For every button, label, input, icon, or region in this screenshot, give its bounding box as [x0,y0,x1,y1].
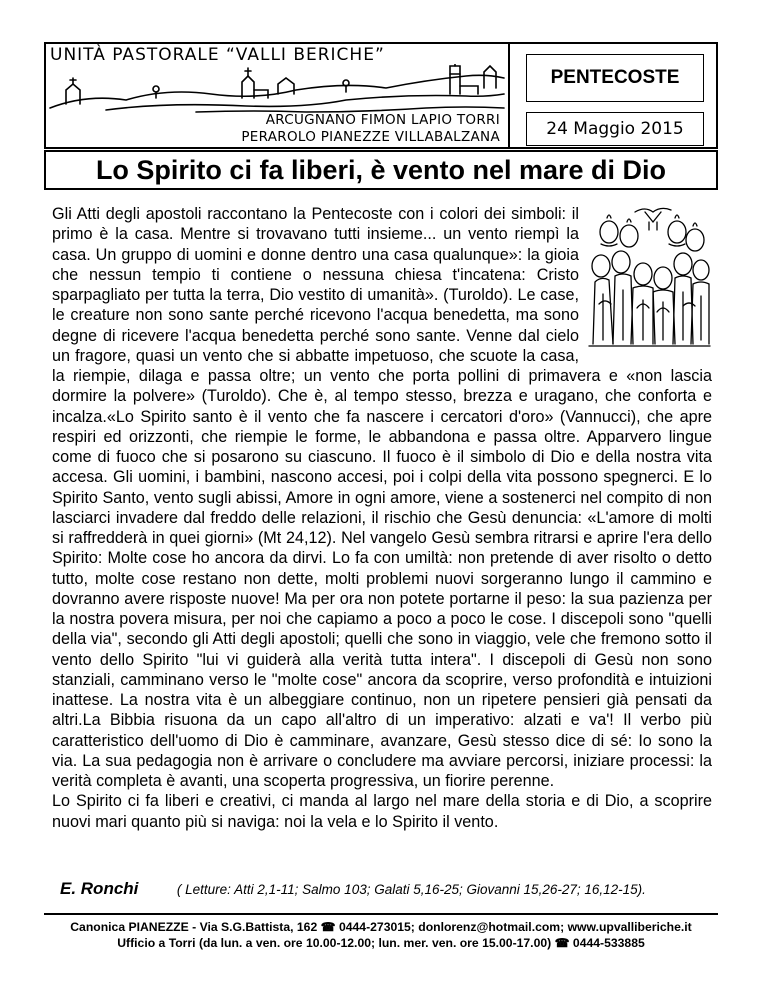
footer-address: Canonica PIANEZZE - Via S.G.Battista, 162 [70,920,321,934]
telephone-icon: ☎ [320,920,336,934]
article-signoff [60,879,720,899]
article-paragraph: Gli Atti degli apostoli raccontano la Pentecoste con i colori dei simboli: il primo è la casa. Mentre si trovavano tutti insieme... un vento riempì la casa. Un gruppo di uomini e donne dentro una casa qualunque»: la gioia che nessun tempio ti contiene o nessuna chiesa t'incatena: Cristo sparpagliato per tutta la terra, Dio vestito di umanità». (Turoldo). Le case, le creature non sono sante perché ricevono l'acqua benedetta, ma sono degne di ricevere l'acqua benedetta perché sono sante. Venne dal cielo un fragore, quasi un vento che si abbatte impetuoso, che scuote la casa, la riempie, dilaga e passa oltre; un vento che porta pollini di primavera e «non lascia dormire la polvere» (Turoldo). Che è, al tempo stesso, brezza e uragano, che conforta e incalza.«Lo Spirito santo è il vento che fa nascere i cercatori d'oro» (Vannucci), che apre respiri ed orizzonti, che riempie le forme, le abbandona e passa oltre. Apparvero lingue come di fuoco che si posarono su ciascuno. Il fuoco è il simbolo di Dio e della nostra vita accesa. Gli uomini, i bambini, nascono accesi, poi i colpi della vita possono spegnerci. E lo Spirito Santo, vento sugli abissi, Amore in ogni amore, viene a sostenerci nel compito di non lasciarci invadere dal freddo delle relazioni, il rischio che Gesù denuncia: «L'amore di molti si raffredderà in quei giorni» (Mt 24,12). Nel vangelo Gesù sembra ritrarsi e aprire l'era dello Spirito: Molte cose ho ancora da dirvi. Lo fa con umiltà: non pretende di aver risolto o detto tutto, molte cose restano non dette, molti problemi nuovi sorgeranno lungo il cammino e dovranno avere risposte nuove! Ma per ora non potete portarne il peso: la sua pazienza per la nostra povera misura, per noi che capiamo a poco a poco le cose. I discepoli sono "quelli della via", secondo gli Atti degli apostoli; quelli che sono in viaggio, vele che fremono sotto il vento dello Spirito "lui vi guiderà alla verità tutta intera". I discepoli di Gesù non sono stanziali, camminano verso le "molte cose" ancora da scoprire, verso profondità e intuizioni inattese. La nostra vita è un albeggiare continuo, non un ripetere pensieri già pensati da altri.La Bibbia risuona da un capo all'altro di un imperativo: alzati e va'! Il verbo più caratteristico dell'uomo di Dio è camminare, avanzare, Gesù stesso dice di sé: Io sono la via. La sua pedagogia non è arrivare o concludere ma avviare percorsi, iniziare processi: la verità completa è avanti, una scoperta progressiva, un fiorire perenne. [52,205,712,790]
article-body [52,204,712,832]
logo-title: UNITÀ PASTORALE “VALLI BERICHE” [50,45,385,65]
feast-label: PENTECOSTE [526,54,704,102]
footer-contacts: 0444-273015; donlorenz@hotmail.com; www.upvalliberiche.it [335,920,692,934]
parish-logo [46,44,508,147]
footer-office-phone: 0444-533885 [569,936,645,950]
logo-parishes-line-1: ARCUGNANO FIMON LAPIO TORRI [265,112,500,128]
telephone-icon: ☎ [554,936,570,950]
hills-churches-illustration [46,64,508,114]
footer-line-1 [44,919,718,935]
header [44,42,718,149]
issue-date: 24 Maggio 2015 [526,112,704,146]
footer-line-2 [44,935,718,951]
readings-reference: ( Letture: Atti 2,1-11; Salmo 103; Galati 5,16-25; Giovanni 15,26-27; 16,12-15). [176,882,646,897]
article-paragraph: Lo Spirito ci fa liberi e creativi, ci manda al largo nel mare della storia e di Dio, a scoprire nuovi mari quanto più si naviga: noi la vela e lo Spirito il vento. [52,792,712,831]
contact-footer [44,913,718,950]
author-name: E. Ronchi [60,879,139,898]
article-title: Lo Spirito ci fa liberi, è vento nel mare di Dio [44,150,718,190]
pentecost-illustration [587,204,712,347]
footer-office-hours: Ufficio a Torri (da lun. a ven. ore 10.00-12.00; lun. mer. ven. ore 15.00-17.00) [117,936,555,950]
header-divider [508,42,510,149]
logo-parishes-line-2: PERAROLO PIANEZZE VILLABALZANA [241,129,500,145]
